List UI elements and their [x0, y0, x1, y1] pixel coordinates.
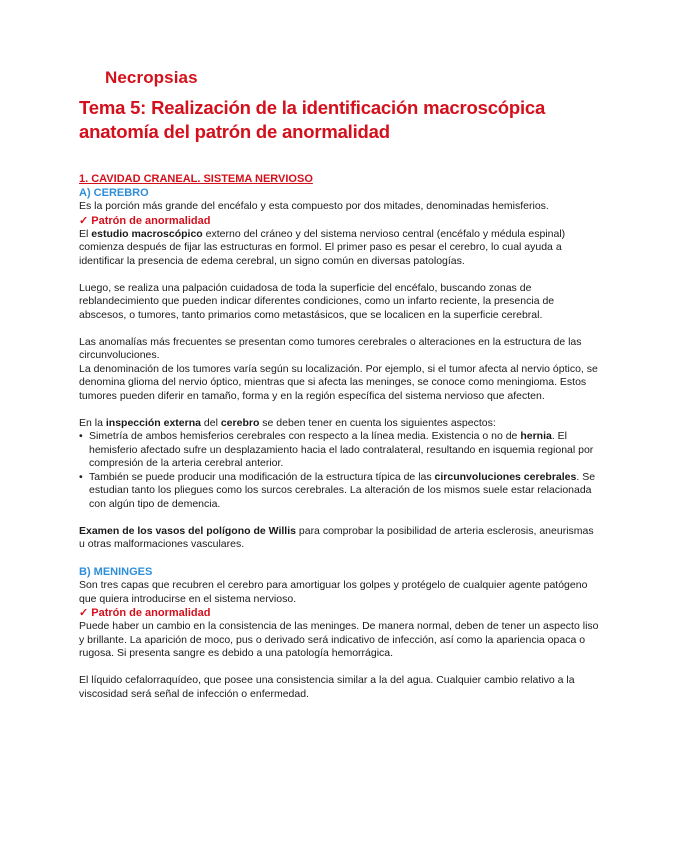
text-run: . El hemisferio afectado sufre un desplazamiento hacia el lado contralateral, resultando en isquemia regional por compresión de la arteria cerebral anterior. [89, 430, 594, 469]
bold-term: inspección externa [105, 416, 201, 429]
paragraph-liquido-cefalorraquideo: El líquido cefalorraquídeo, que posee una consistencia similar a la del agua. Cualquier cambio relativo a la viscosidad será señal de infección o enfermedad. [79, 674, 575, 700]
text-run: para comprobar la posibilidad de arteria esclerosis, aneurismas u otras malformaciones vasculares. [79, 524, 594, 550]
bold-term: circunvoluciones cerebrales [434, 470, 577, 483]
section-heading-cavidad-craneal: 1. CAVIDAD CRANEAL. SISTEMA NERVIOSO [79, 173, 313, 185]
paragraph-cerebro-intro: Es la porción más grande del encéfalo y esta compuesto por dos mitades, denominadas hemisferios. [79, 200, 549, 212]
document-subtitle: Tema 5: Realización de la identificación macroscópica anatomía del patrón de anormalidad [79, 97, 546, 142]
pattern-heading-cerebro: ✓ Patrón de anormalidad [79, 214, 211, 227]
paragraph-inspeccion-externa [79, 417, 599, 431]
text-run: El [79, 227, 92, 240]
text-run: del [200, 416, 221, 429]
text-run: . Se estudian tanto los pliegues como los surcos cerebrales. La alteración de los mismos suele estar relacionada con algún tipo de demencia. [89, 470, 596, 510]
document-page [79, 68, 599, 701]
bold-term: estudio macroscópico [91, 227, 203, 240]
document-title: Necropsias [105, 68, 198, 87]
text-run: se deben tener en cuenta los siguientes aspectos: [259, 416, 496, 429]
pattern-heading-meninges: ✓ Patrón de anormalidad [79, 607, 211, 619]
bold-term: hernia [520, 430, 552, 442]
list-item [79, 471, 599, 512]
paragraph-estudio-macroscopico [79, 228, 599, 269]
subheading-meninges: B) MENINGES [79, 566, 153, 578]
text-run: Simetría de ambos hemisferios cerebrales con respecto a la línea media. Existencia o no de [89, 430, 521, 442]
bold-term: cerebro [220, 416, 260, 429]
text-run: En la [79, 416, 106, 429]
text-run: externo del cráneo y del sistema nervioso central (encéfalo y médula espinal) comienza después de fijar las estructuras en formol. El primer paso es pesar el cerebro, lo cual ayuda a identificar la presencia de edema cerebral, un signo común en diversas patologías. [79, 227, 566, 267]
paragraph-anomalias: Las anomalías más frecuentes se presentan como tumores cerebrales o alteraciones en la estructura de las circunvoluciones. [79, 335, 582, 361]
paragraph-poligono-willis [79, 525, 599, 552]
paragraph-palpacion: Luego, se realiza una palpación cuidadosa de toda la superficie del encéfalo, buscando zonas de reblandecimiento que pueden indicar diferentes condiciones, como un infarto reciente, la presencia de abscesos, o tumores, tanto primarios como metastásicos, que se localicen en la superficie cerebral. [79, 281, 555, 321]
paragraph-tumores: La denominación de los tumores varía según su localización. Por ejemplo, si el tumor afecta al nervio óptico, se denomina glioma del nervio óptico, mientras que si afecta las meninges, se conoce como meningioma. Estos tumores pueden diferir en tamaño, forma y en la región específica del sistema nervioso que afecten. [79, 362, 598, 402]
text-run: También se puede producir una modificación de la estructura típica de las [89, 470, 435, 483]
list-item [79, 430, 599, 471]
paragraph-consistencia-meninges: Puede haber un cambio en la consistencia de las meninges. De manera normal, deben de tener un aspecto liso y brillante. La aparición de moco, pus o derivado será indicativo de infección, así como la apariencia opaca o rugosa. Si presenta sangre es debido a una patología hemorrágica. [79, 620, 599, 659]
subheading-cerebro: A) CEREBRO [79, 187, 149, 199]
bold-term: Examen de los vasos del polígono de Willis [79, 524, 296, 537]
paragraph-meninges-intro: Son tres capas que recubren el cerebro para amortiguar los golpes y protégelo de cualquier agente patógeno que quiera introducirse en el sistema nervioso. [79, 579, 588, 605]
bullet-list-inspeccion [79, 430, 599, 511]
